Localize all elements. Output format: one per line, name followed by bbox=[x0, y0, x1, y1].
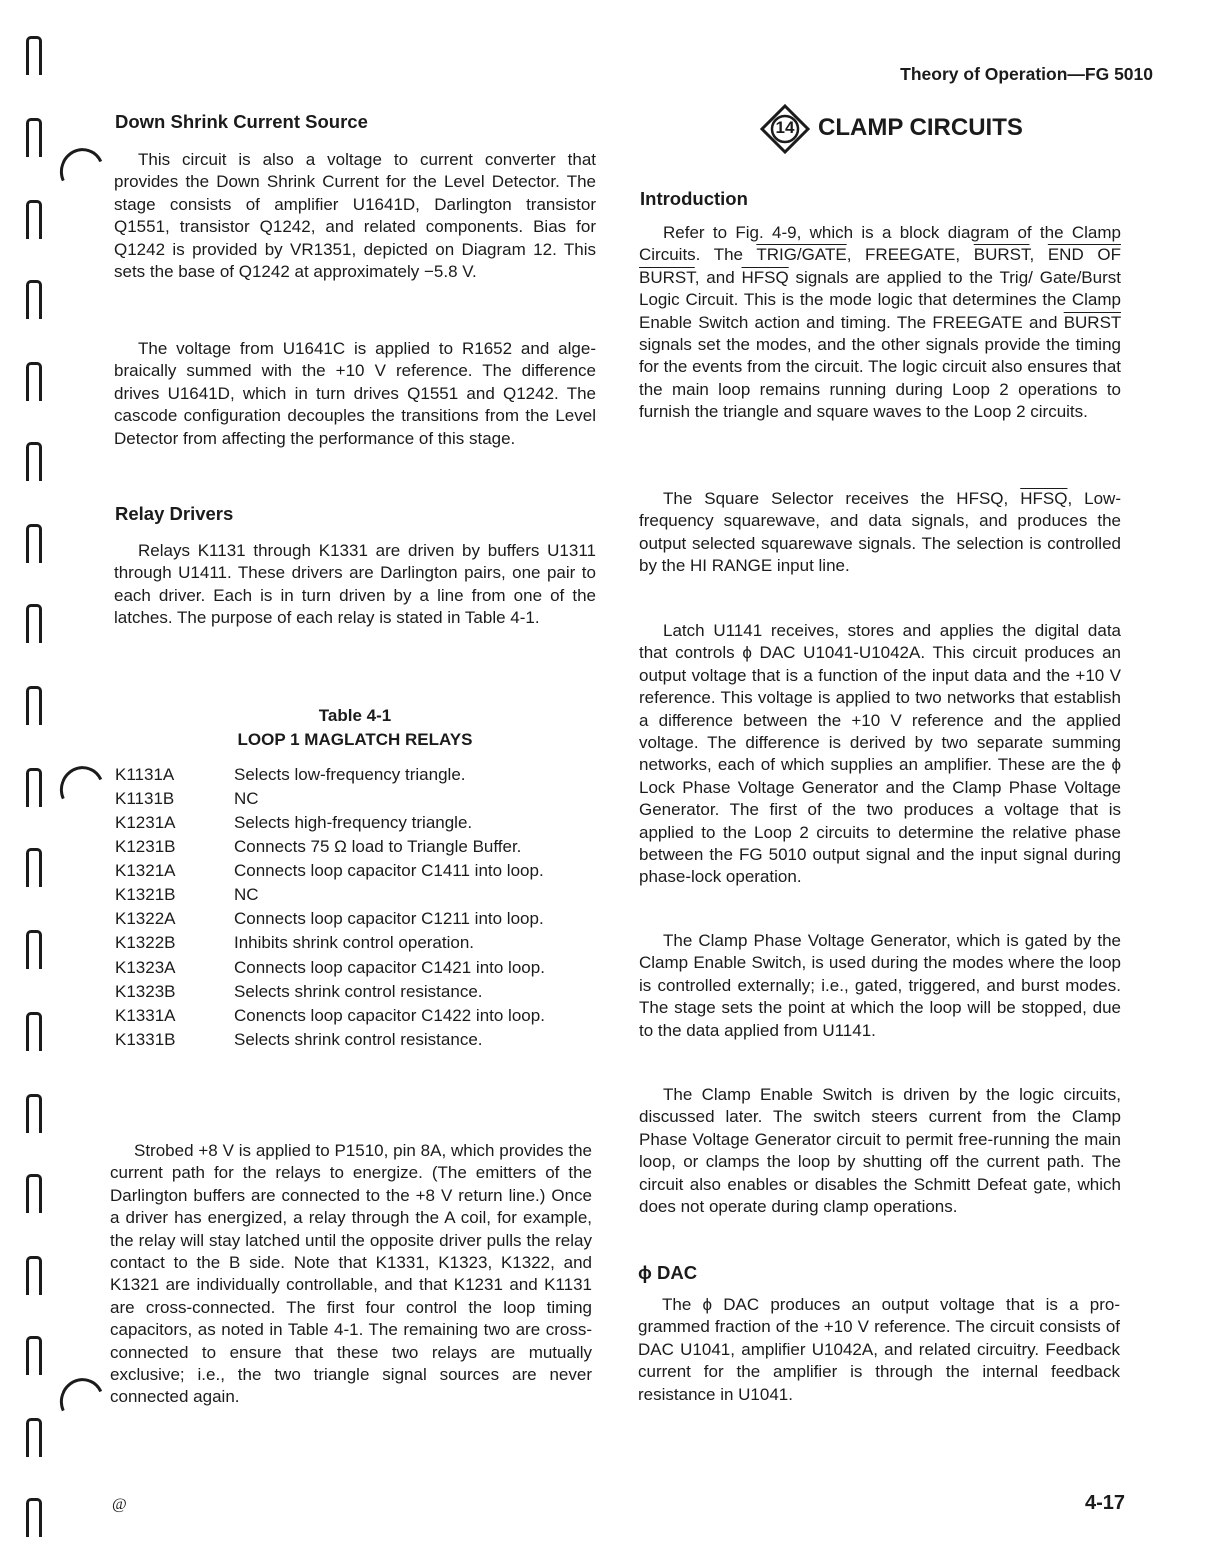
section-number: 14 bbox=[775, 118, 795, 137]
relay-drivers-paragraph: Relays K1131 through K1331 are driven by buffers U1311 through U1411. These drivers are Darlington pairs, one pair to each driver. Each is in turn driven by a line from one of the latches. The purpose of each relay is stated in Table 4-1. bbox=[114, 541, 596, 628]
section-heading-phi-dac: ϕ DAC bbox=[638, 1262, 698, 1283]
relay-description: Conencts loop capacitor C1422 into loop. bbox=[234, 1006, 545, 1025]
relay-id: K1231A bbox=[115, 813, 176, 832]
relay-description: Selects high-frequency triangle. bbox=[234, 813, 473, 832]
relay-description: Selects low-frequency triangle. bbox=[234, 765, 466, 784]
relay-description: Connects 75 Ω load to Triangle Buffer. bbox=[234, 837, 522, 856]
relay-id: K1331B bbox=[115, 1030, 176, 1049]
square-selector-paragraph: The Square Selector receives the HFSQ, HFSQ, Low-frequency squarewave, and data signals, and produces the output selected squarewave signals. The selection is controlled by the HI RANGE input line. bbox=[639, 489, 1121, 576]
page-number: 4-17 bbox=[1084, 1492, 1125, 1514]
relay-id: K1321A bbox=[115, 861, 176, 880]
down-shrink-paragraph-1: This circuit is also a voltage to current converter that provides the Down Shrink Current for the Level Detector. The stage consists of amplifier U1641D, Darlington transistor Q1551, transistor Q1242, and related components. Bias for Q1242 is provided by VR1351, depicted on Diagram 12. This sets the base of Q1242 at approximately −5.8 V. bbox=[114, 150, 596, 282]
relay-description: Connects loop capacitor C1211 into loop. bbox=[234, 909, 544, 928]
relay-id: K1231B bbox=[115, 837, 176, 856]
table-row bbox=[115, 765, 595, 789]
clamp-enable-paragraph: The Clamp Enable Switch is driven by the logic circuits, discussed later. The switch steers current from the Clamp Phase Voltage Generator circuit to permit free-running the main loop, or clamps the loop by shutting off the current path. The circuit also enables or disables the Schmitt Defeat gate, which does not operate during clamp operations. bbox=[639, 1085, 1121, 1217]
introduction-paragraph: Refer to Fig. 4-9, which is a block diagram of the Clamp Circuits. The TRIG/GATE, FREEGATE, BURST, END OF BURST, and HFSQ signals are applied to the Trig/ Gate/Burst Logic Circuit. This is the mode logic that determines the Clamp Enable Switch action and timing. The FREEGATE and BURST signals set the modes, and the other signals provide the timing for the events from the circuit. The logic circuit also ensures that the main loop remains running during Loop 2 operations to furnish the triangle and square waves to the Loop 2 circuits. bbox=[639, 223, 1121, 422]
strobed-paragraph: Strobed +8 V is applied to P1510, pin 8A, which provides the current path for the relays to energize. (The emitters of the Darlington buffers are connected to the +8 V return line.) Once a driver has energized, a relay through the A coil, for example, the relay will stay latched until the opposite driver pulls the relay contact to the B side. Note that K1331, K1323, K1322, and K1321 are individually controllable, and that K1231 and K1131 are cross-connected. The first four control the loop timing capacitors, as noted in Table 4-1. The remaining two are cross-connected to ensure that these two relays are mutually exclusive; i.e., the two triangle signal sources are never connected again. bbox=[110, 1141, 592, 1407]
relay-id: K1131B bbox=[115, 789, 175, 808]
relay-id: K1323B bbox=[115, 982, 176, 1001]
relay-id: K1323A bbox=[115, 958, 176, 977]
table-row bbox=[115, 837, 595, 861]
relay-description: Connects loop capacitor C1411 into loop. bbox=[234, 861, 544, 880]
relay-id: K1322A bbox=[115, 909, 176, 928]
table-row bbox=[115, 958, 595, 982]
table-row bbox=[115, 885, 595, 909]
table-row bbox=[115, 933, 595, 957]
section-title: CLAMP CIRCUITS bbox=[818, 114, 1023, 141]
table-row bbox=[115, 982, 595, 1006]
relay-description: NC bbox=[234, 885, 259, 904]
table-title: Table 4-1 bbox=[318, 706, 392, 725]
latch-paragraph: Latch U1141 receives, stores and applies the digital data that controls ϕ DAC U1041-U1042A. This circuit produces an output voltage that is a function of the input data and the +10 V reference. This voltage is applied to two networks that establish a difference between the +10 V reference and the applied voltage. The difference is derived by two separate summing networks, each of which supplies an amplifier. These are the ϕ Lock Phase Voltage Generator and the Clamp Phase Voltage Generator. The first of the two produces a voltage that is applied to the Loop 2 circuits to determine the relative phase between the FG 5010 output signal and the input signal during phase-lock operation. bbox=[639, 621, 1121, 887]
phi-dac-paragraph: The ϕ DAC produces an output voltage that is a programmed fraction of the +10 V reference. The circuit consists of DAC U1041, amplifier U1042A, and related circuitry. Feedback current for the amplifier is through the internal feedback resistance in U1041. bbox=[638, 1295, 1120, 1404]
relay-description: Connects loop capacitor C1421 into loop. bbox=[234, 958, 545, 977]
relay-description: Selects shrink control resistance. bbox=[234, 982, 483, 1001]
table-row bbox=[115, 1006, 595, 1030]
relay-id: K1331A bbox=[115, 1006, 176, 1025]
section-heading-down-shrink: Down Shrink Current Source bbox=[115, 111, 368, 132]
relay-id: K1321B bbox=[115, 885, 176, 904]
footer-mark: @ bbox=[112, 1496, 127, 1513]
relay-description: Selects shrink control resistance. bbox=[234, 1030, 483, 1049]
relay-id: K1131A bbox=[115, 765, 175, 784]
relay-description: Inhibits shrink control operation. bbox=[234, 933, 475, 952]
down-shrink-paragraph-2: The voltage from U1641C is applied to R1652 and algebraically summed with the +10 V reference. The difference drives U1641D, which in turn drives Q1551 and Q1242. The cascode configuration decouples the transitions from the Level Detector from affecting the performance of this stage. bbox=[114, 339, 596, 448]
table-subtitle: LOOP 1 MAGLATCH RELAYS bbox=[237, 730, 473, 749]
table-row bbox=[115, 789, 595, 813]
table-row bbox=[115, 1030, 595, 1054]
relay-id: K1322B bbox=[115, 933, 176, 952]
table-row bbox=[115, 813, 595, 837]
table-row bbox=[115, 861, 595, 885]
running-title: Theory of Operation—FG 5010 bbox=[900, 64, 1153, 84]
relay-description: NC bbox=[234, 789, 259, 808]
section-heading-relay-drivers: Relay Drivers bbox=[115, 503, 234, 524]
section-heading-introduction: Introduction bbox=[640, 188, 748, 209]
clamp-phase-paragraph: The Clamp Phase Voltage Generator, which is gated by the Clamp Enable Switch, is used during the modes where the loop is controlled externally; i.e., gated, triggered, and burst modes. The stage sets the point at which the loop will be stopped, due to the data applied from U1141. bbox=[639, 931, 1121, 1040]
table-row bbox=[115, 909, 595, 933]
section-number-badge bbox=[760, 104, 810, 154]
